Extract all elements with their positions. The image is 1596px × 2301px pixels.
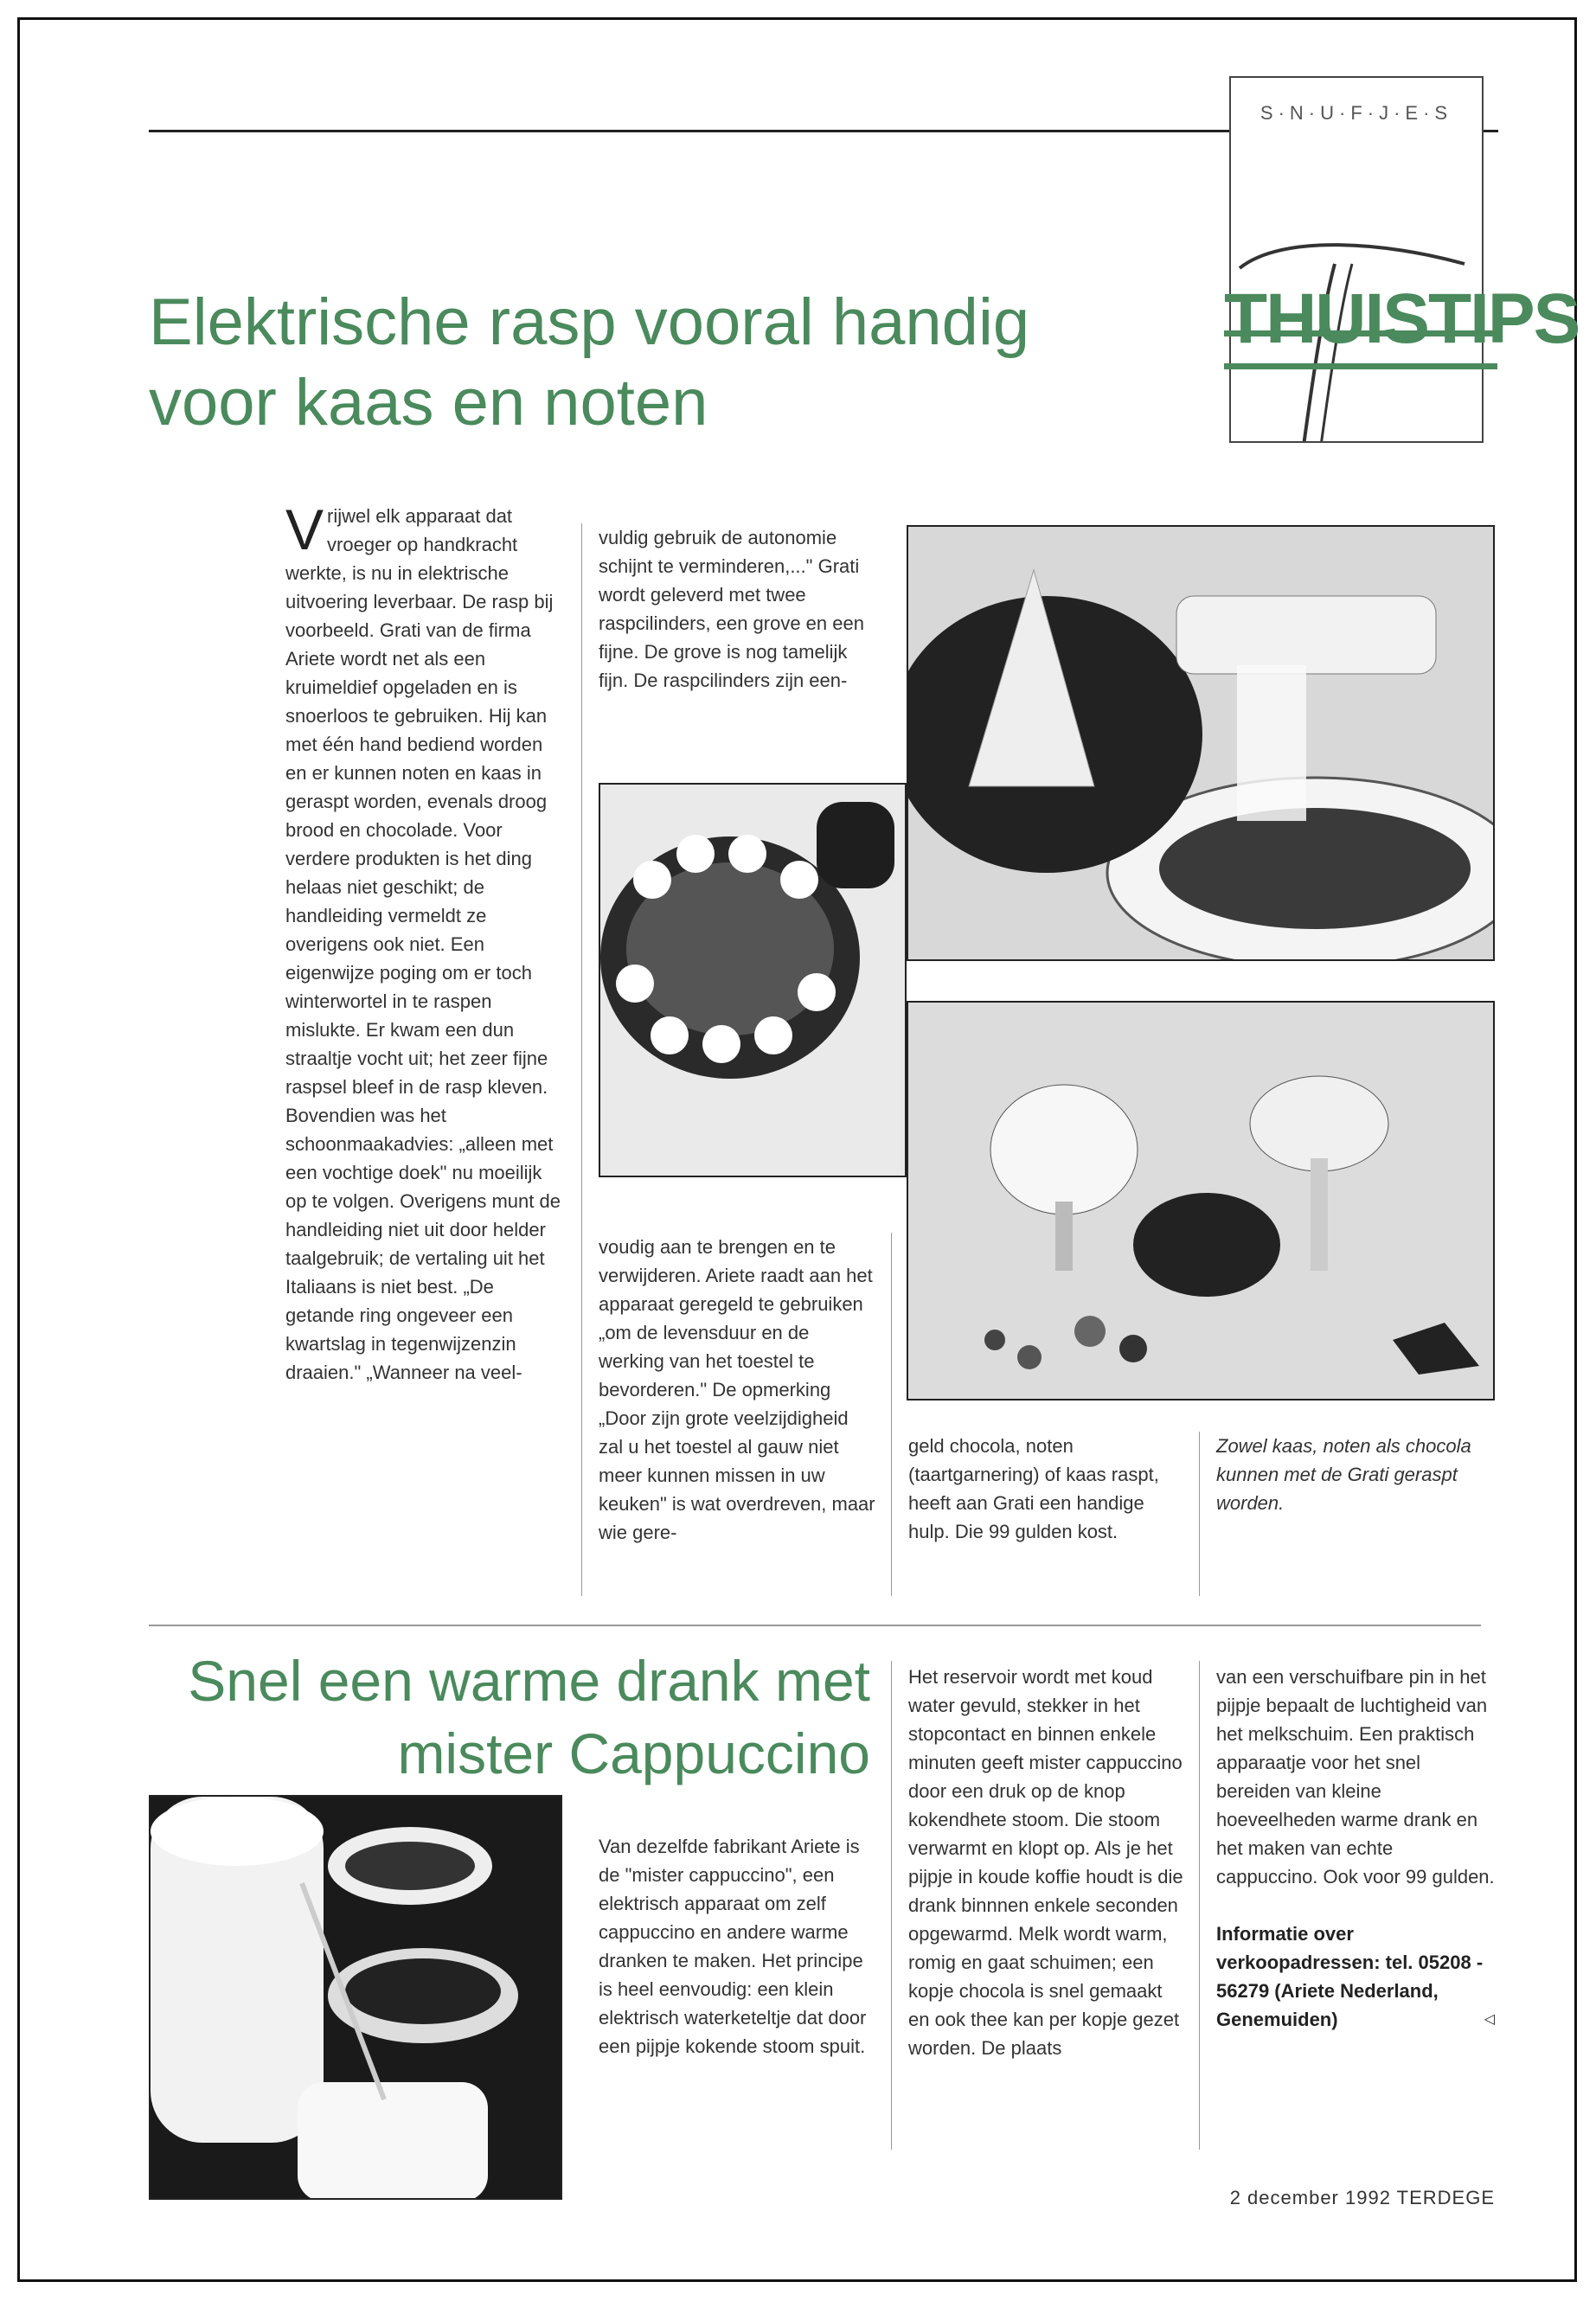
article2-column-2: Het reservoir wordt met koud water gevuld, stekker in het stopcontact en binnen enkele minuten geeft mister cappuccino door een druk op de knop kokendhete stoom. Die stoom verwarmt en klopt op. Als je het pijpje in koude koffie houdt is die drank binnnen enkele seconden opgewarmd. Melk wordt warm, romig en gaat schuimen; een kopje chocola is snel gemaakt en ook thee kan per kopje gezet worden. De plaats — [908, 1666, 1183, 2059]
photo-mister-cappuccino — [149, 1795, 562, 2200]
thuistips-logo — [1224, 76, 1580, 443]
article1-headline-1: Elektrische rasp vooral handig — [149, 285, 1030, 359]
column-rule-5 — [1199, 1661, 1200, 2150]
photo-cake — [599, 783, 907, 1177]
logo-bar-bottom — [1224, 363, 1497, 369]
article2-col3-text: van een verschuifbare pin in het pijpje bepaalt de luchtigheid van het melkschuim. Een praktisch apparaatje voor het snel bereiden van kleine hoeveelheden warme drank en het maken van echte cappuccino. Ook voor 99 gulden. — [1216, 1666, 1495, 1888]
photo-cheese-grater — [907, 525, 1495, 961]
column-rule-3 — [1199, 1432, 1200, 1596]
article1-column-3: geld chocola, noten (taartgarnering) of kaas raspt, heeft aan Grati een handige hulp. Die 99 gulden kost. — [908, 1435, 1159, 1542]
article1-column-1 — [285, 497, 562, 1387]
article1-column-2-bottom: voudig aan te brengen en te verwijderen. Ariete raadt aan het apparaat geregeld te gebruiken „om de levensduur en de werking van het toestel te bevorderen." De opmerking „Door zijn grote veelzijdigheid zal u het toestel al gauw niet meer kunnen missen in uw keuken" is wat overdreven, maar wie gere- — [599, 1236, 875, 1543]
end-mark: ◁ — [1484, 2012, 1495, 2027]
section-divider — [149, 1625, 1481, 1626]
drop-cap: V — [285, 497, 324, 561]
column-rule-4 — [891, 1661, 892, 2150]
article1-col1-text: rijwel elk apparaat dat vroeger op handkracht werkte, is nu in elektrische uitvoering leverbaar. De rasp bij voorbeeld. Grati van de firma Ariete wordt net als een kruimeldief opgeladen en is snoerloos te gebruiken. Hij kan met één hand bediend worden en er kunnen noten en kaas in geraspt worden, evenals droog brood en chocolade. Voor verdere produkten is het ding helaas niet geschikt; de handleiding vermeldt ze overigens ook niet. Een eigenwijze poging om er toch winterwortel in te raspen mislukte. Er kwam een dun straaltje vocht uit; het zeer fijne raspsel bleef in de rasp kleven. Bovendien was het schoonmaakadvies: „alleen met een vochtige doek" nu moeilijk op te volgen. Overigens munt de handleiding niet uit door helder taalgebruik; de vertaling uit het Italiaans is niet best. „De getande ring ongeveer een kwartslag in tegenwijzenzin draaien." „Wanneer na veel- — [285, 505, 561, 1383]
article2-headline-2: mister Cappuccino — [397, 1721, 870, 1785]
contact-info — [1216, 1920, 1495, 2034]
photo-desserts — [907, 1001, 1495, 1400]
photo-caption: Zowel kaas, noten als chocola kunnen met de Grati geraspt worden. — [1216, 1435, 1471, 1514]
article1-headline-2: voor kaas en noten — [149, 366, 708, 439]
contact-info-text: Informatie over verkoopadressen: tel. 05208 - 56279 (Ariete Nederland, Genemuiden) — [1216, 1923, 1484, 2030]
column-rule-2 — [891, 1233, 892, 1596]
article2-column-1: Van dezelfde fabrikant Ariete is de "mister cappuccino", een elektrisch apparaat om zelf cappuccino en andere warme dranken te maken. Het principe is heel eenvoudig: een klein elektrisch waterketeltje dat door een pijpje kokende stoom spuit. — [599, 1836, 867, 2057]
issue-footer: 2 december 1992 TERDEGE — [1229, 2187, 1495, 2208]
column-rule-1 — [581, 523, 582, 1596]
article1-column-2-top: vuldig gebruik de autonomie schijnt te verminderen,..." Grati wordt geleverd met twee raspcilinders, een grove en een fijne. De grove is nog tamelijk fijn. De raspcilinders zijn een- — [599, 527, 864, 691]
logo-wordmark: THUISTIPS — [1224, 279, 1580, 358]
article2-headline-1: Snel een warme drank met — [188, 1649, 870, 1713]
logo-series: S·N·U·F·J·E·S — [1259, 102, 1453, 124]
article2-column-3 — [1216, 1663, 1495, 2034]
